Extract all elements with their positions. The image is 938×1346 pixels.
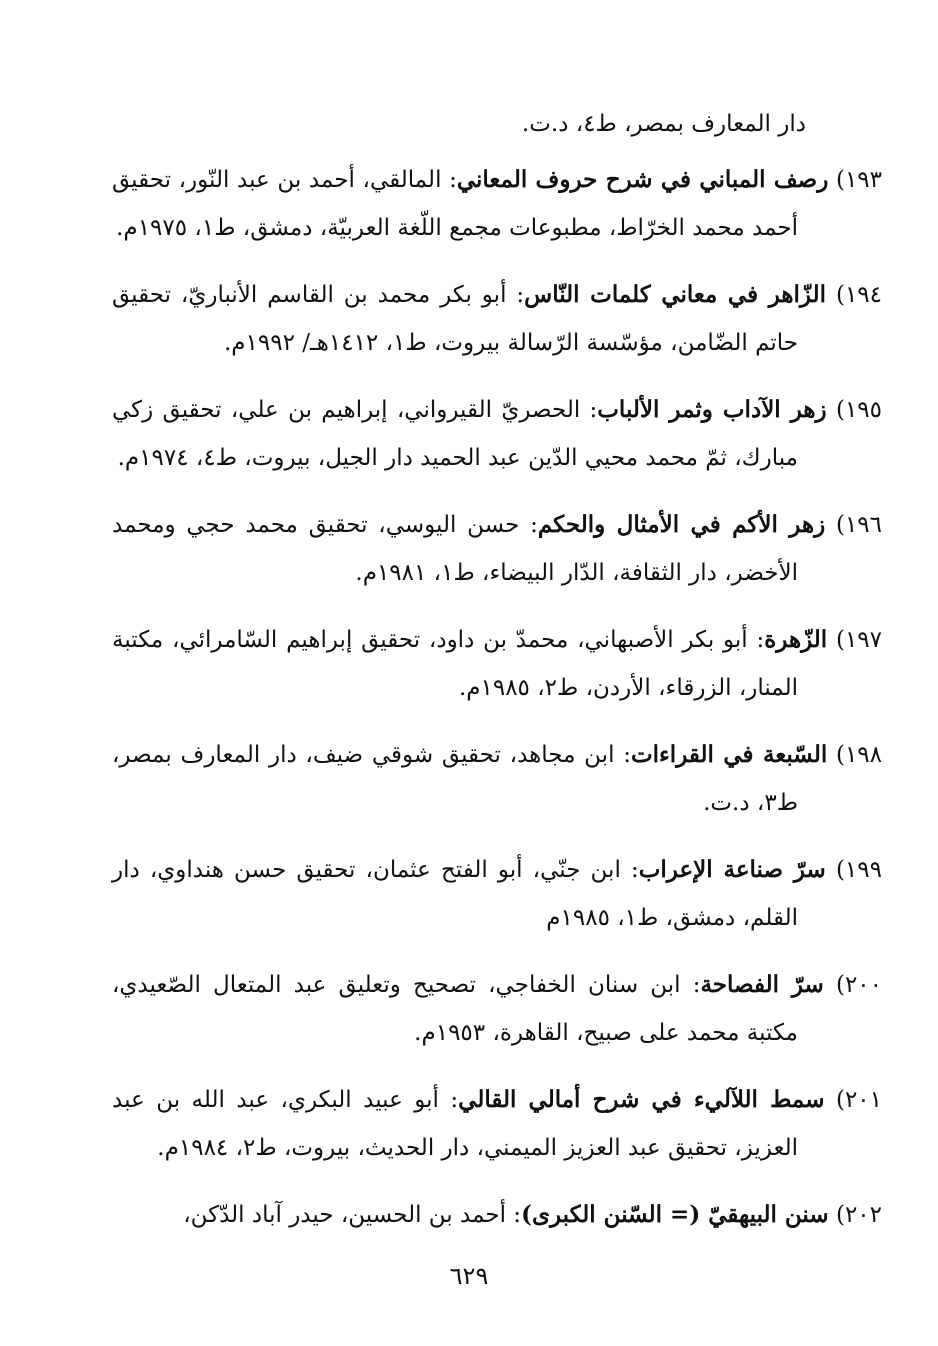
entry-details: : ابن سنان الخفاجي، تصحيح وتعليق عبد المتعال الصّعيدي، مكتبة محمد على صبيح، القاهرة، ١٩٥٣م.: [112, 972, 798, 1046]
entry-number: ١٩٤ ): [836, 271, 840, 319]
bibliography-entry: [112, 271, 883, 367]
entry-number: ١٩٣ ): [836, 156, 840, 204]
entry-details: : أبو بكر الأصبهاني، محمدّ بن داود، تحقيق إبراهيم السّامرائي، مكتبة المنار، الزرقاء، الأردن، ط٢، ١٩٨٥م.: [112, 627, 798, 701]
entry-title: سرّ صناعة الإعراب: [638, 856, 826, 883]
bibliography-entry: [112, 1076, 882, 1172]
bibliography-entry: [112, 961, 882, 1057]
entry-title: سنن البيهقيّ (= السّنن الكبرى): [521, 1201, 829, 1228]
page-number: ٦٢٩: [449, 1262, 489, 1290]
entry-number: ١٩٦ ): [836, 501, 840, 549]
entry-number: ١٩٩ ): [836, 846, 840, 894]
bibliography-entry: [112, 386, 882, 482]
entry-title: الزّهرة: [764, 626, 828, 653]
entry-number: ٢٠٢ ): [836, 1191, 840, 1239]
entry-details: : ابن جنّي، أبو الفتح عثمان، تحقيق حسن هنداوي، دار القلم، دمشق، ط١، ١٩٨٥م: [112, 857, 798, 931]
entry-details: : أبو بكر محمد بن القاسم الأنباريّ، تحقيق حاتم الضّامن، مؤسّسة الرّسالة بيروت، ط١، ١٤١٢هـ/ ١٩٩٢م.: [112, 282, 798, 356]
continuation-line: دار المعارف بمصر، ط٤، د.ت.: [521, 111, 806, 137]
entry-number: ٢٠٠ ): [836, 961, 840, 1009]
entry-title: السّبعة في القراءات: [630, 741, 828, 768]
bibliography-entry: [112, 1191, 882, 1239]
entry-number: ١٩٥ ): [836, 386, 840, 434]
bibliography-entry: [112, 156, 883, 252]
bibliography-entry: [112, 731, 883, 827]
bibliography-entry: [112, 846, 882, 942]
bibliography-entry: [112, 501, 883, 597]
bibliography-entry: [112, 616, 882, 712]
entry-details: : المالقي، أحمد بن عبد النّور، تحقيق أحمد محمد الخرّاط، مطبوعات مجمع اللّغة العربيّة، دمشق، ط١، ١٩٧٥م.: [112, 167, 798, 241]
entry-title: الزّاهر في معاني كلمات النّاس: [524, 281, 827, 308]
entry-details: : حسن اليوسي، تحقيق محمد حجي ومحمد الأخضر، دار الثقافة، الدّار البيضاء، ط١، ١٩٨١م.: [112, 512, 798, 586]
entry-details: : أبو عبيد البكري، عبد الله بن عبد العزيز، تحقيق عبد العزيز الميمني، دار الحديث، بيروت، ط٢، ١٩٨٤م.: [112, 1087, 798, 1161]
entry-details: : الحصريّ القيرواني، إبراهيم بن علي، تحقيق زكي مبارك، ثمّ محمد محيي الدّين عبد الحميد دار الجيل، بيروت، ط٤، ١٩٧٤م.: [112, 397, 798, 471]
entry-number: ١٩٨ ): [836, 731, 840, 779]
entry-title: زهر الأكم في الأمثال والحكم: [537, 511, 826, 538]
entry-title: سرّ الفصاحة: [700, 971, 824, 998]
entry-title: سمط اللآليء في شرح أمالي القالي: [458, 1086, 825, 1113]
entry-number: ٢٠١ ): [836, 1076, 840, 1124]
entry-details: : ابن مجاهد، تحقيق شوقي ضيف، دار المعارف بمصر، ط٣، د.ت.: [112, 742, 798, 816]
entry-title: زهر الآداب وثمر الألباب: [597, 396, 827, 423]
entry-details: : أحمد بن الحسين، حيدر آباد الدّكن،: [183, 1202, 522, 1228]
entry-title: رصف المباني في شرح حروف المعاني: [456, 166, 829, 193]
entry-number: ١٩٧ ): [836, 616, 840, 664]
bibliography-list: [112, 156, 883, 1258]
